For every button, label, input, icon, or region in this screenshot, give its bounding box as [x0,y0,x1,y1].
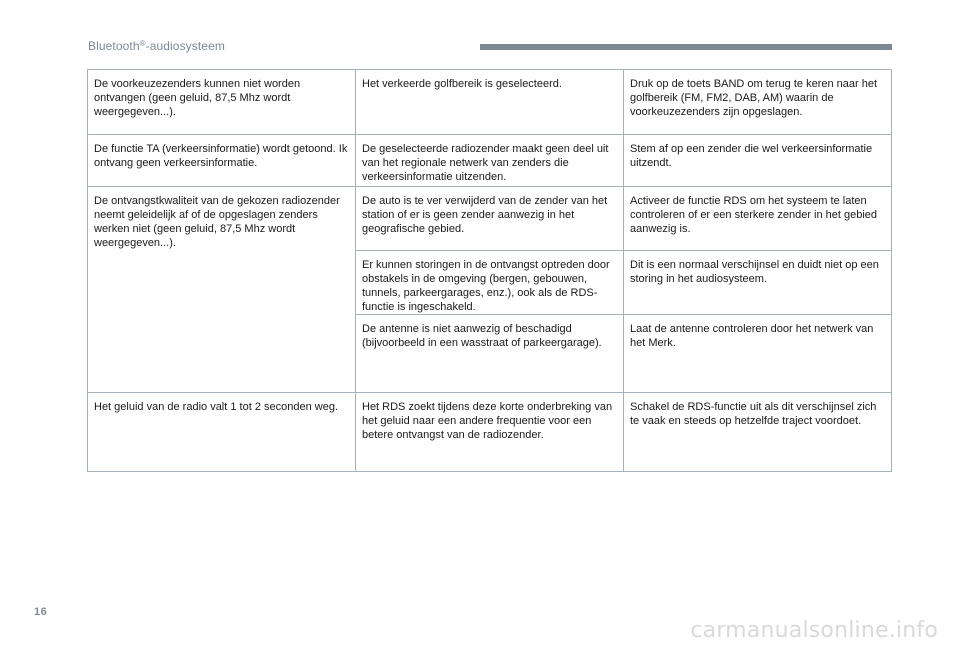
problem-cell: De voorkeuzezenders kunnen niet worden ontvangen (geen geluid, 87,5 Mhz wordt weergegeven...). [88,70,356,135]
problem-cell: Het geluid van de radio valt 1 tot 2 seconden weg. [88,393,356,472]
section-title [88,39,225,53]
registered-mark: ® [139,39,146,48]
section-title-main: Bluetooth [88,39,140,53]
cause-cell: Het verkeerde golfbereik is geselecteerd. [356,70,624,135]
header-bar [480,44,892,50]
cause-cell: De antenne is niet aanwezig of beschadigd (bijvoorbeeld in een wasstraat of parkeergarage). [356,315,624,393]
cause-cell: De geselecteerde radiozender maakt geen deel uit van het regionale netwerk van zenders die verkeersinformatie uitzenden. [356,135,624,187]
problem-cell: De functie TA (verkeersinformatie) wordt getoond. Ik ontvang geen verkeersinformatie. [88,135,356,187]
solution-cell: Stem af op een zender die wel verkeersinformatie uitzendt. [624,135,892,187]
solution-cell: Activeer de functie RDS om het systeem te laten controleren of er een sterkere zender in het gebied aanwezig is. [624,187,892,251]
table-row [88,187,892,251]
troubleshooting-table [87,69,892,472]
problem-cell: De ontvangstkwaliteit van de gekozen radiozender neemt geleidelijk af of de opgeslagen zenders werken niet (geen geluid, 87,5 Mhz wordt weergegeven...). [88,187,356,393]
watermark: carmanualsonline.info [690,618,938,643]
solution-cell: Schakel de RDS-functie uit als dit verschijnsel zich te vaak en steeds op hetzelfde traject voordoet. [624,393,892,472]
table-row [88,135,892,187]
solution-cell: Laat de antenne controleren door het netwerk van het Merk. [624,315,892,393]
section-title-rest: -audiosysteem [145,39,225,53]
solution-cell: Dit is een normaal verschijnsel en duidt niet op een storing in het audiosysteem. [624,251,892,315]
cause-cell: Er kunnen storingen in de ontvangst optreden door obstakels in de omgeving (bergen, gebouwen, tunnels, parkeergarages, enz.), ook als de RDS-functie is ingeschakeld. [356,251,624,315]
table-row [88,393,892,472]
table-row [88,70,892,135]
solution-cell: Druk op de toets BAND om terug te keren naar het golfbereik (FM, FM2, DAB, AM) waarin de voorkeuzezenders zijn opgeslagen. [624,70,892,135]
cause-cell: De auto is te ver verwijderd van de zender van het station of er is geen zender aanwezig in het geografische gebied. [356,187,624,251]
cause-cell: Het RDS zoekt tijdens deze korte onderbreking van het geluid naar een andere frequentie voor een betere ontvangst van de radiozender. [356,393,624,472]
page-number: 16 [34,606,48,618]
